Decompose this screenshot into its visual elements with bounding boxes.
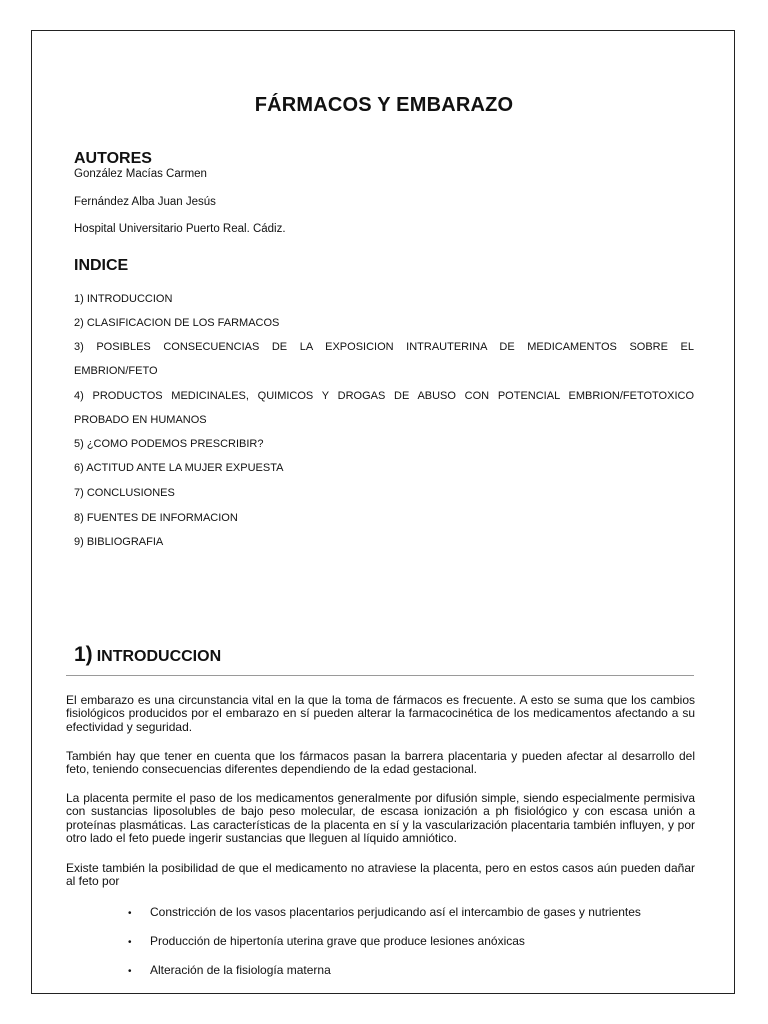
bullet-marker: •	[128, 966, 132, 977]
intro-heading	[74, 643, 221, 667]
autores-heading: AUTORES	[74, 150, 152, 167]
index-item-2: 2) CLASIFICACION DE LOS FARMACOS	[74, 317, 280, 329]
document-title: FÁRMACOS Y EMBARAZO	[254, 94, 514, 116]
section-rule	[66, 675, 694, 676]
intro-paragraph-4: Existe también la posibilidad de que el medicamento no atraviese la placenta, pero en estos casos aún pueden dañar al feto por	[66, 861, 695, 889]
intro-paragraph-2: También hay que tener en cuenta que los fármacos pasan la barrera placentaria y pueden afectar al desarrollo del feto, teniendo consecuencias diferentes dependiendo de la edad gestacional.	[66, 749, 695, 777]
index-item-1: 1) INTRODUCCION	[74, 293, 173, 305]
intro-number: 1)	[74, 643, 93, 666]
bullet-item	[128, 934, 525, 948]
index-item-5: 5) ¿COMO PODEMOS PRESCRIBIR?	[74, 438, 264, 450]
index-item-9: 9) BIBLIOGRAFIA	[74, 536, 164, 548]
bullet-marker: •	[128, 937, 132, 948]
bullet-text: Constricción de los vasos placentarios perjudicando así el intercambio de gases y nutrientes	[150, 905, 641, 919]
index-item-3: 3) POSIBLES CONSECUENCIAS DE LA EXPOSICION INTRAUTERINA DE MEDICAMENTOS SOBRE EL	[74, 341, 694, 353]
intro-paragraph-3: La placenta permite el paso de los medicamentos generalmente por difusión simple, siendo especialmente permisiva con sustancias liposolubles de bajo peso molecular, de escasa ionización a ph fisiológico y con escasa unión a proteínas plasmáticas. Las características de la placenta en sí y la vascularización placentaria también influyen, y por otro lado el feto puede ingerir sustancias que lleguen al líquido amniótico.	[66, 791, 695, 845]
bullet-marker: •	[128, 908, 132, 919]
index-item-6: 6) ACTITUD ANTE LA MUJER EXPUESTA	[74, 462, 284, 474]
index-item-7: 7) CONCLUSIONES	[74, 487, 175, 499]
author-1: González Macías Carmen	[74, 168, 207, 180]
author-2: Fernández Alba Juan Jesús	[74, 196, 216, 208]
bullet-item	[128, 905, 641, 919]
bullet-text: Alteración de la fisiología materna	[150, 963, 331, 977]
bullet-item	[128, 963, 331, 977]
intro-title: INTRODUCCION	[96, 648, 222, 665]
index-item-4-continued: PROBADO EN HUMANOS	[74, 414, 207, 426]
author-affiliation: Hospital Universitario Puerto Real. Cádiz.	[74, 223, 286, 235]
intro-paragraph-1: El embarazo es una circunstancia vital en la que la toma de fármacos es frecuente. A esto se suma que los cambios fisiológicos producidos por el embarazo en sí pueden alterar la farmacocinética de los medicamentos afectando a su efectividad y seguridad.	[66, 693, 695, 734]
index-item-8: 8) FUENTES DE INFORMACION	[74, 512, 238, 524]
index-item-3-continued: EMBRION/FETO	[74, 365, 158, 377]
bullet-text: Producción de hipertonía uterina grave que produce lesiones anóxicas	[150, 934, 525, 948]
indice-heading: INDICE	[74, 257, 129, 274]
index-item-4: 4) PRODUCTOS MEDICINALES, QUIMICOS Y DROGAS DE ABUSO CON POTENCIAL EMBRION/FETOTOXICO	[74, 390, 694, 402]
